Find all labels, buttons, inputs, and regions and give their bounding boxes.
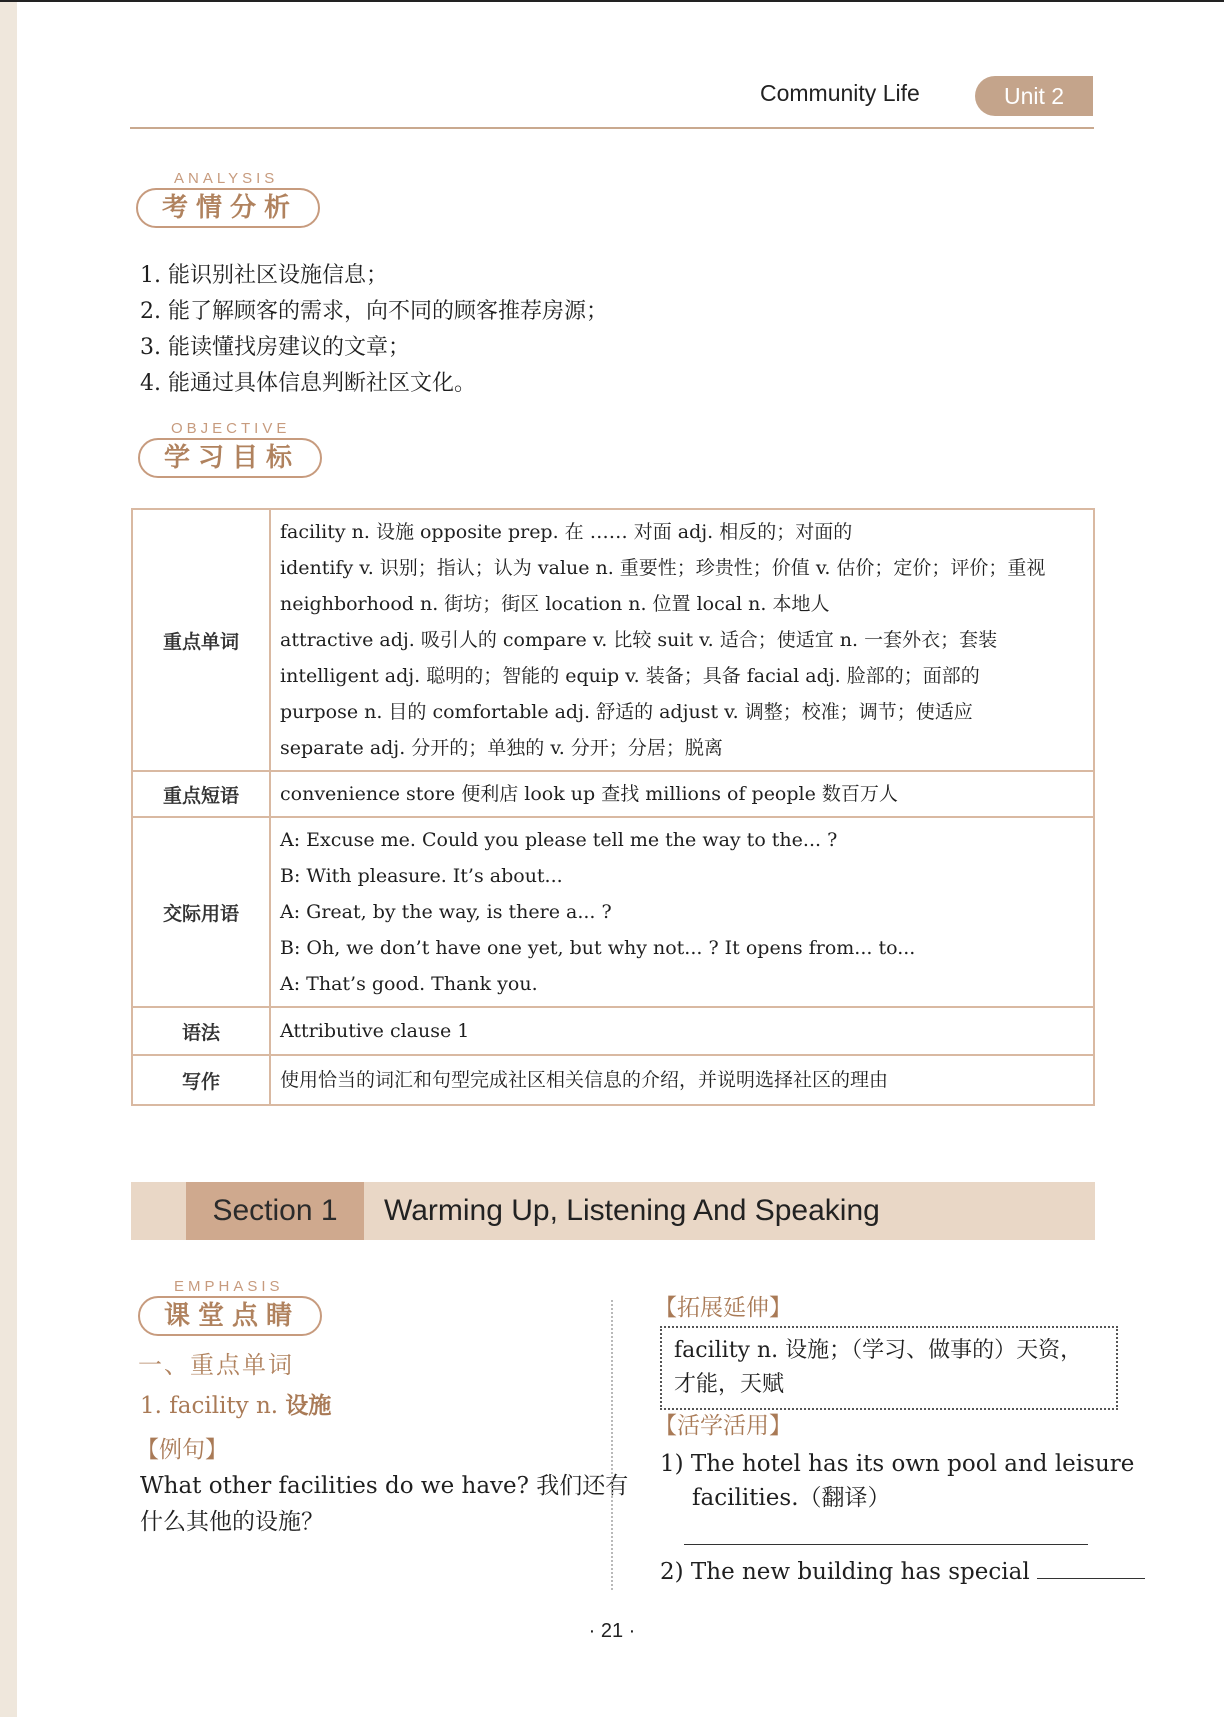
vocab-line: separate adj. 分开的；单独的 v. 分开；分居；脱离 — [280, 737, 723, 759]
running-header-title: Community Life — [760, 80, 920, 106]
dialogue-line: A: Great, by the way, is there a... ? — [280, 901, 612, 923]
analysis-item: 4. 能通过具体信息判断社区文化。 — [140, 371, 476, 396]
example-line: 什么其他的设施？ — [140, 1509, 324, 1535]
dialogue-line: A: That’s good. Thank you. — [280, 973, 538, 995]
vocab-line: facility n. 设施 opposite prep. 在 …… 对面 adj. 相反的；对面的 — [280, 521, 853, 543]
word-entry — [140, 1388, 331, 1424]
table-row — [132, 1055, 1094, 1105]
vocab-line: identify v. 识别；指认；认为 value n. 重要性；珍贵性；价值 v. 估价；定价；评价；重视 — [280, 557, 1046, 579]
answer-blank-2[interactable] — [1037, 1558, 1145, 1579]
dialogue-line: B: With pleasure. It’s about... — [280, 865, 563, 887]
objective-label-en: OBJECTIVE — [171, 420, 291, 437]
dialogue-line: B: Oh, we don’t have one yet, but why not... ? It opens from... to... — [280, 937, 916, 959]
row-key-grammar: 语法 — [132, 1007, 270, 1055]
extension-box — [660, 1326, 1118, 1410]
practice-question-1: 1) The hotel has its own pool and leisure — [660, 1451, 1135, 1477]
column-divider — [611, 1300, 613, 1590]
example-label: 【例句】 — [136, 1437, 228, 1463]
row-key-dialogue: 交际用语 — [132, 817, 270, 1007]
grammar-line: Attributive clause 1 — [280, 1020, 470, 1042]
table-row — [132, 1007, 1094, 1055]
page-number: · 21 · — [588, 1620, 636, 1642]
emphasis-label-en: EMPHASIS — [174, 1278, 284, 1295]
row-key-writing: 写作 — [132, 1055, 270, 1105]
analysis-label-en: ANALYSIS — [174, 170, 279, 187]
phrase-line: convenience store 便利店 look up 查找 millions of people 数百万人 — [280, 783, 898, 805]
analysis-item: 2. 能了解顾客的需求，向不同的顾客推荐房源； — [140, 299, 608, 324]
analysis-item: 3. 能读懂找房建议的文章； — [140, 335, 410, 360]
row-value-writing — [270, 1055, 1094, 1105]
analysis-heading: 考情分析 — [136, 188, 320, 228]
table-row — [132, 509, 1094, 771]
example-sentence — [140, 1468, 628, 1540]
key-words-subheading: 一、重点单词 — [138, 1351, 294, 1379]
objective-table — [131, 508, 1095, 1106]
header-rule — [130, 127, 1094, 129]
writing-line: 使用恰当的词汇和句型完成社区相关信息的介绍，并说明选择社区的理由 — [280, 1069, 889, 1091]
example-line: What other facilities do we have? 我们还有 — [140, 1473, 629, 1499]
dialogue-line: A: Excuse me. Could you please tell me the way to the... ? — [280, 829, 838, 851]
section-number: Section 1 — [186, 1182, 364, 1240]
row-value-phrases — [270, 771, 1094, 817]
row-value-vocabulary — [270, 509, 1094, 771]
row-value-grammar — [270, 1007, 1094, 1055]
practice-question-2 — [660, 1554, 1145, 1590]
answer-blank-1[interactable] — [684, 1544, 1088, 1545]
unit-tab: Unit 2 — [975, 76, 1093, 116]
row-value-dialogue — [270, 817, 1094, 1007]
analysis-item: 1. 能识别社区设施信息； — [140, 263, 388, 288]
analysis-list — [140, 258, 608, 402]
practice-label: 【活学活用】 — [654, 1413, 792, 1439]
extension-line: facility n. 设施；（学习、做事的）天资， — [674, 1338, 1083, 1363]
vocab-line: purpose n. 目的 comfortable adj. 舒适的 adjust v. 调整；校准；调节；使适应 — [280, 701, 973, 723]
word-entry-meaning: 设施 — [285, 1392, 332, 1419]
extension-line: 才能，天赋 — [674, 1372, 785, 1397]
emphasis-heading: 课堂点睛 — [138, 1296, 322, 1336]
table-row — [132, 817, 1094, 1007]
vocab-line: attractive adj. 吸引人的 compare v. 比较 suit v. 适合；使适宜 n. 一套外衣；套装 — [280, 629, 998, 651]
practice-question-1-cont: facilities.（翻译） — [692, 1485, 891, 1511]
vocab-line: intelligent adj. 聪明的；智能的 equip v. 装备；具备 facial adj. 脸部的；面部的 — [280, 665, 980, 687]
page-edge-strip — [0, 0, 17, 1717]
vocab-line: neighborhood n. 街坊；街区 location n. 位置 local n. 本地人 — [280, 593, 830, 615]
objective-heading: 学习目标 — [138, 438, 322, 478]
practice-question-2-text: 2) The new building has special — [660, 1559, 1030, 1585]
top-border — [0, 0, 1224, 2]
row-key-vocabulary: 重点单词 — [132, 509, 270, 771]
row-key-phrases: 重点短语 — [132, 771, 270, 817]
word-entry-term: 1. facility n. — [140, 1393, 279, 1419]
extension-label: 【拓展延伸】 — [654, 1295, 792, 1321]
table-row — [132, 771, 1094, 817]
section-title: Warming Up, Listening And Speaking — [384, 1194, 880, 1227]
